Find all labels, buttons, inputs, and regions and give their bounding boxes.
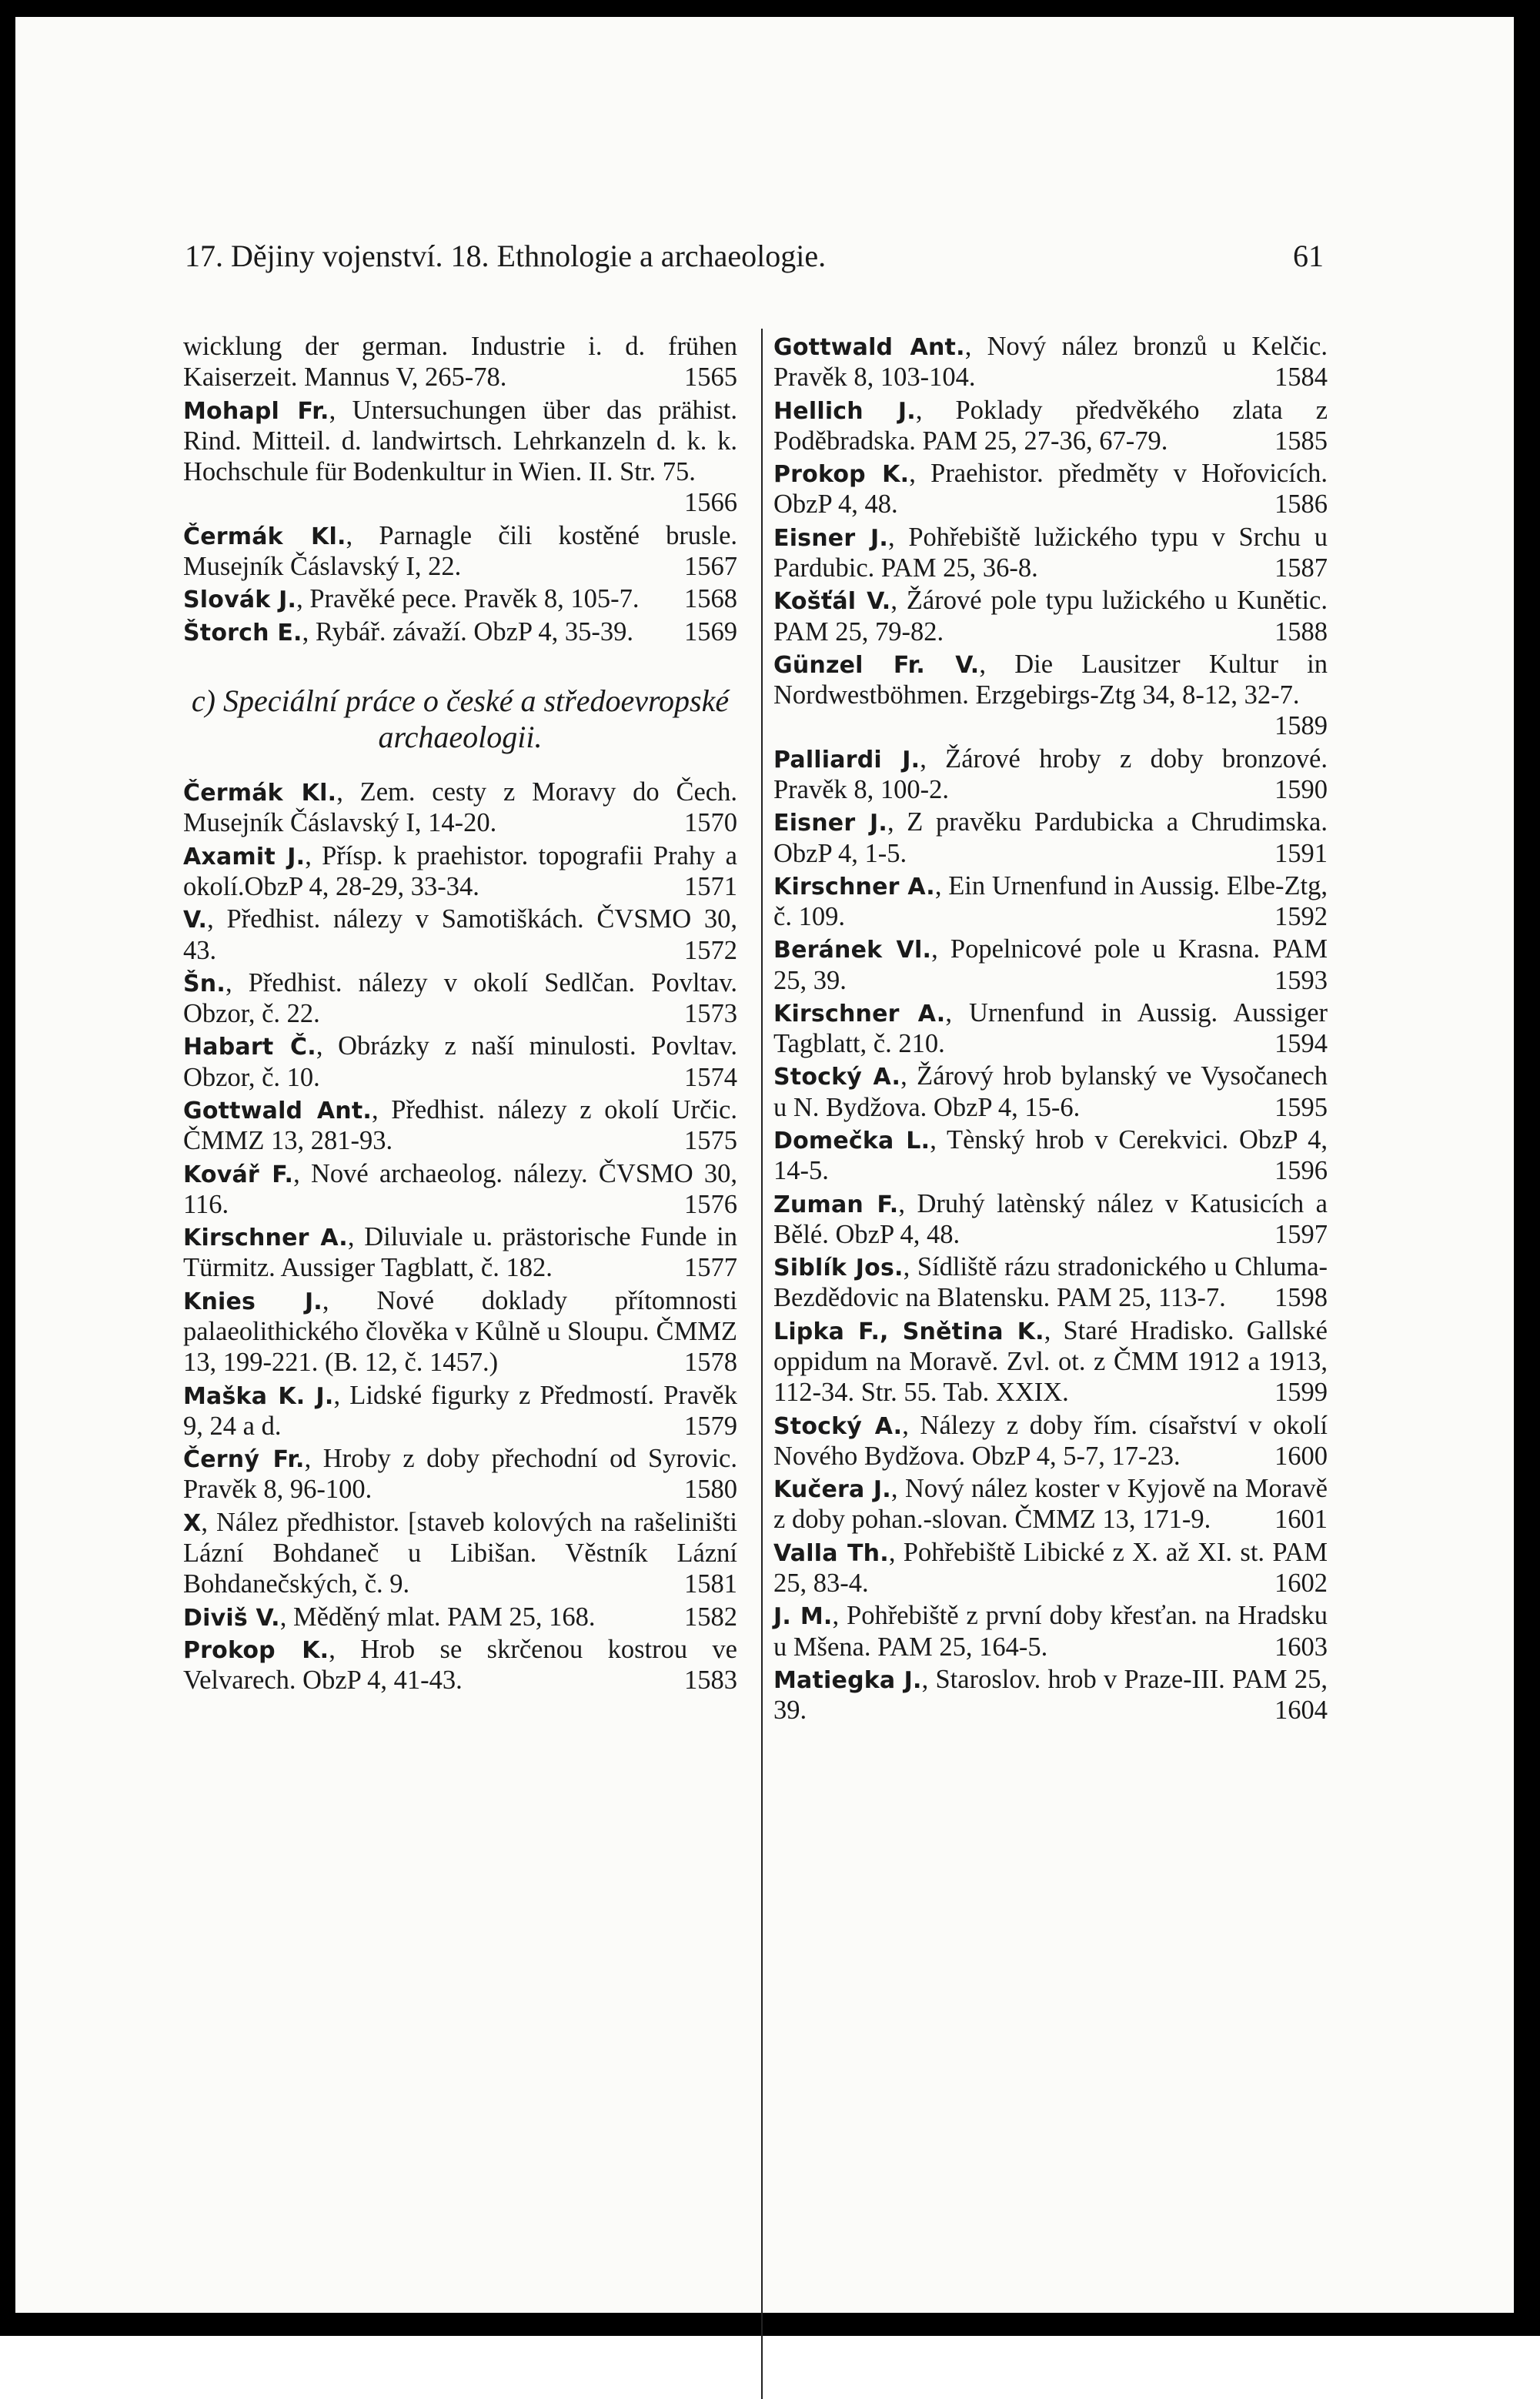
entry-author: Košťál V. (773, 588, 891, 616)
bibliography-entry (183, 1031, 737, 1093)
entry-number: 1598 (1274, 1283, 1328, 1313)
entry-number: 1590 (1274, 774, 1328, 804)
entry-text: , Nálezy z doby řím. císařství v okolí Nového Bydžova. ObzP 4, 5-7, 17-23. (773, 1410, 1328, 1471)
entry-text: , Tènský hrob v Cerekvici. ObzP 4, 14-5. (773, 1125, 1328, 1186)
entry-text: , Hroby z doby přechodní od Syrovic. Pravěk 8, 96-100. (183, 1444, 737, 1505)
right-column (773, 331, 1328, 2301)
bibliography-entry (773, 1600, 1328, 1662)
entry-author: Kirschner A. (773, 873, 935, 900)
entry-number: 1601 (1274, 1505, 1328, 1535)
entry-number: 1583 (684, 1666, 737, 1696)
entry-number: 1602 (1274, 1568, 1328, 1598)
bibliography-entry (183, 583, 737, 614)
entry-author: Gottwald Ant. (773, 334, 965, 361)
entry-number: 1600 (1274, 1441, 1328, 1471)
entry-text: , Nový nález bronzů u Kelčic. Pravěk 8, 103-104. (773, 332, 1328, 393)
entry-author: Stocký A. (773, 1412, 903, 1440)
scan-border-left (0, 0, 15, 2336)
entry-number: 1578 (684, 1348, 737, 1378)
entry-number: 1568 (684, 584, 737, 614)
bibliography-entry (183, 1634, 737, 1696)
left-column (183, 331, 737, 2301)
entry-number: 1585 (1274, 426, 1328, 456)
entry-number: 1580 (684, 1475, 737, 1505)
entry-author: Habart Č. (183, 1034, 316, 1061)
entry-number: 1584 (1274, 363, 1328, 393)
entry-author: Matiegka J. (773, 1666, 922, 1694)
entry-author: Diviš V. (183, 1604, 280, 1632)
entry-text: , Hrob se skrčenou kostrou ve Velvarech. ObzP 4, 41-43. (183, 1634, 737, 1696)
entry-author: Gottwald Ant. (183, 1098, 372, 1124)
bibliography-entry (183, 395, 737, 519)
bibliography-entry (773, 870, 1328, 933)
entry-text: , Popelnicové pole u Krasna. PAM 25, 39. (773, 934, 1328, 995)
entry-text: , Urnenfund in Aussig. Aussiger Tagblatt, č. 210. (773, 997, 1328, 1059)
bibliography-entry (773, 649, 1328, 742)
entry-text: , Zem. cesty z Moravy do Čech. Musejník Čáslavský I, 14-20. (183, 777, 737, 838)
entry-text: , Předhist. nálezy v Samotiškách. ČVSMO 30, 43. (183, 904, 737, 965)
running-head-title: 17. Dějiny vojenství. 18. Ethnologie a archaeologie. (185, 239, 827, 273)
running-head (185, 238, 1324, 284)
entry-text: , Měděný mlat. PAM 25, 168. (279, 1602, 596, 1632)
entry-author: Prokop K. (773, 461, 910, 489)
bibliography-entry (183, 1221, 737, 1284)
entry-text: , Obrázky z naší minulosti. Povltav. Obzor, č. 10. (183, 1031, 737, 1092)
entry-text: , Nález předhistor. [staveb kolových na rašeliništi Lázní Bohdaneč u Libišan. Věstník Lázní Bohdanečských, č. 9. (183, 1507, 737, 1599)
entry-number: 1570 (684, 808, 737, 838)
bibliography-entry (183, 331, 737, 393)
entry-author: Lipka F., Snětina K. (773, 1318, 1044, 1345)
entry-text: , Lidské figurky z Předmostí. Pravěk 9, 24 a d. (183, 1380, 737, 1441)
bibliography-entry (773, 1410, 1328, 1472)
entry-text: , Žárové pole typu lužického u Kunětic. PAM 25, 79-82. (773, 586, 1328, 647)
entry-text: , Diluviale u. prästorische Funde in Türmitz. Aussiger Tagblatt, č. 182. (183, 1222, 737, 1283)
entry-text: , Die Lausitzer Kultur in Nordwestböhmen. Erzgebirgs-Ztg 34, 8-12, 32-7. (773, 649, 1328, 710)
entry-author: Stocký A. (773, 1064, 901, 1091)
entry-text: , Žárový hrob bylanský ve Vysočanech u N. Bydžova. ObzP 4, 15-6. (773, 1061, 1328, 1122)
entry-author: J. M. (773, 1603, 833, 1631)
entry-author: Siblík Jos. (773, 1255, 904, 1282)
entry-number: 1575 (684, 1126, 737, 1156)
page-number: 61 (1293, 239, 1324, 273)
entry-author: Hellich J. (773, 397, 916, 425)
entry-number: 1567 (684, 551, 737, 581)
bibliography-entry (773, 807, 1328, 869)
entry-author: Prokop K. (183, 1636, 329, 1664)
entry-number: 1594 (1274, 1029, 1328, 1059)
entry-author: Valla Th. (773, 1539, 889, 1567)
entry-text: , Pohřebiště Libické z X. až XI. st. PAM 25, 83-4. (773, 1537, 1328, 1598)
bibliography-entry (183, 904, 737, 966)
entry-author: Kirschner A. (183, 1225, 348, 1252)
section-heading: c) Speciální práce o české a středoevropské archaeologii. (191, 683, 730, 754)
bibliography-entry (773, 395, 1328, 457)
entry-author: Štorch E. (183, 619, 302, 647)
entry-text: , Pravěké pece. Pravěk 8, 105-7. (296, 584, 640, 614)
entry-number: 1573 (684, 999, 737, 1029)
bibliography-entry (773, 331, 1328, 393)
entry-author: Domečka L. (773, 1128, 930, 1155)
entry-number: 1591 (1274, 838, 1328, 868)
bibliography-entry (773, 1664, 1328, 1726)
entry-author: Mohapl Fr. (183, 397, 329, 425)
bibliography-entry (183, 967, 737, 1030)
bibliography-entry (773, 934, 1328, 996)
entry-text: , Parnagle čili kostěné brusle. Musejník Čáslavský I, 22. (183, 520, 738, 581)
entry-number: 1581 (684, 1569, 737, 1599)
entry-number: 1588 (1274, 616, 1328, 647)
entry-author: Günzel Fr. V. (773, 651, 980, 679)
entry-text: , Přísp. k praehistor. topografii Prahy a okolí.ObzP 4, 28-29, 33-34. (183, 840, 737, 902)
entry-text: , Nové doklady přítomnosti palaeolithického člověka v Kůlně u Sloupu. ČMMZ 13, 199-221. (B. 12, č. 1457.) (183, 1285, 737, 1378)
bibliography-entry (183, 1094, 737, 1157)
scan-border-right (1514, 0, 1540, 2336)
entry-number: 1582 (684, 1602, 737, 1632)
entry-number: 1593 (1274, 965, 1328, 995)
entry-author: Čermák Kl. (183, 523, 346, 550)
entry-text: wicklung der german. Industrie i. d. frühen Kaiserzeit. Mannus V, 265-78. (183, 332, 737, 393)
bibliography-entry (773, 1315, 1328, 1408)
bibliography-entry (773, 1251, 1328, 1314)
entry-number: 1592 (1274, 902, 1328, 932)
entry-text: , Nový nález koster v Kyjově na Moravě z doby pohan.-slovan. ČMMZ 13, 171-9. (773, 1474, 1328, 1535)
bibliography-entry (773, 1473, 1328, 1535)
entry-text: , Ein Urnenfund in Aussig. Elbe-Ztg, č. 109. (773, 870, 1328, 932)
entry-number: 1586 (1274, 489, 1328, 520)
entry-author: Maška K. J. (183, 1382, 334, 1410)
bibliography-entry (773, 522, 1328, 584)
entry-author: Kučera J. (773, 1476, 891, 1504)
entry-author: Axamit J. (183, 843, 306, 870)
entry-number: 1604 (1274, 1696, 1328, 1726)
entry-number: 1565 (684, 363, 737, 393)
entry-number: 1579 (684, 1411, 737, 1441)
entry-number: 1574 (684, 1062, 737, 1092)
bibliography-entry (773, 1537, 1328, 1599)
bibliography-entry (773, 997, 1328, 1060)
bibliography-entry (773, 1188, 1328, 1251)
entry-number: 1595 (1274, 1092, 1328, 1122)
entry-text: , Z pravěku Pardubicka a Chrudimska. ObzP 4, 1-5. (773, 807, 1328, 868)
bibliography-entry (183, 1443, 737, 1505)
bibliography-entry (773, 743, 1328, 806)
entry-text: , Poklady předvěkého zlata z Poděbradska. PAM 25, 27-36, 67-79. (773, 395, 1328, 456)
bibliography-entry (183, 1158, 737, 1221)
entry-author: Kovář F. (183, 1161, 294, 1188)
bibliography-entry (773, 1061, 1328, 1123)
bibliography-entry (773, 1124, 1328, 1187)
entry-text: , Rybář. závaží. ObzP 4, 35-39. (302, 616, 634, 647)
entry-text: , Pohřebiště z první doby křesťan. na Hradsku u Mšena. PAM 25, 164-5. (773, 1601, 1328, 1662)
entry-author: Šn. (183, 970, 225, 997)
entry-author: Eisner J. (773, 810, 887, 837)
entry-author: Palliardi J. (773, 746, 920, 773)
entry-number: 1597 (1274, 1219, 1328, 1249)
entry-author: Knies J. (183, 1288, 322, 1315)
bibliography-entry (183, 1380, 737, 1442)
entry-text: , Untersuchungen über das prähist. Rind. Mitteil. d. landwirtsch. Lehrkanzeln d. k. k. Hochschule für Bodenkultur in Wien. II. Str. 75. (183, 395, 737, 487)
entry-author: Slovák J. (183, 586, 297, 614)
entry-author: V. (183, 907, 208, 934)
entry-number: 1569 (684, 616, 737, 647)
entry-number: 1577 (684, 1253, 737, 1283)
bibliography-entry (183, 1507, 737, 1600)
entry-number: 1571 (684, 872, 737, 902)
bibliography-entry (183, 840, 737, 903)
bibliography-entry (183, 1602, 737, 1632)
entry-author: Černý Fr. (183, 1446, 305, 1474)
entry-number: 1596 (1274, 1156, 1328, 1186)
column-divider (761, 329, 763, 2399)
entry-text: , Předhist. nálezy z okolí Určic. ČMMZ 13, 281-93. (183, 1095, 737, 1156)
entry-author: Eisner J. (773, 524, 889, 552)
scan-border-bottom (0, 2313, 1540, 2336)
entry-text: , Druhý latènský nález v Katusicích a Bělé. ObzP 4, 48. (773, 1188, 1328, 1249)
entry-text: , Nové archaeolog. nálezy. ČVSMO 30, 116. (183, 1158, 738, 1219)
bibliography-entry (773, 458, 1328, 520)
page (15, 17, 1514, 2313)
entry-number: 1589 (1274, 711, 1328, 741)
bibliography-entry (183, 616, 737, 647)
entry-number: 1587 (1274, 553, 1328, 583)
bibliography-entry (773, 585, 1328, 647)
entry-number: 1566 (684, 488, 737, 518)
entry-number: 1576 (684, 1189, 737, 1219)
entry-number: 1599 (1274, 1378, 1328, 1408)
entry-text: , Staré Hradisko. Gallské oppidum na Moravě. Zvl. ot. z ČMM 1912 a 1913, 112-34. Str. 55. Tab. XXIX. (773, 1315, 1328, 1408)
entry-author: Zuman F. (773, 1191, 899, 1218)
entry-number: 1603 (1274, 1632, 1328, 1662)
entry-author: X (183, 1509, 202, 1537)
entry-author: Kirschner A. (773, 1000, 946, 1027)
entry-text: , Předhist. nálezy v okolí Sedlčan. Povltav. Obzor, č. 22. (183, 967, 737, 1029)
entry-author: Beránek Vl. (773, 937, 932, 964)
scan-border-top (0, 0, 1540, 17)
bibliography-entry (183, 777, 737, 839)
entry-text: , Žárové hroby z doby bronzové. Pravěk 8, 100-2. (773, 743, 1328, 804)
entry-text: , Sídliště rázu stradonického u Chluma-Bezdědovic na Blatensku. PAM 25, 113-7. (773, 1252, 1328, 1313)
entry-author: Čermák Kl. (183, 780, 337, 807)
entry-number: 1572 (684, 935, 737, 965)
page-content (15, 17, 1514, 2313)
entry-text: , Staroslov. hrob v Praze-III. PAM 25, 39. (773, 1664, 1328, 1726)
bibliography-entry (183, 520, 737, 583)
entry-text: , Praehistor. předměty v Hořovicích. ObzP 4, 48. (773, 459, 1328, 520)
entry-text: , Pohřebiště lužického typu v Srchu u Pardubic. PAM 25, 36-8. (773, 522, 1328, 583)
bibliography-entry (183, 1285, 737, 1378)
